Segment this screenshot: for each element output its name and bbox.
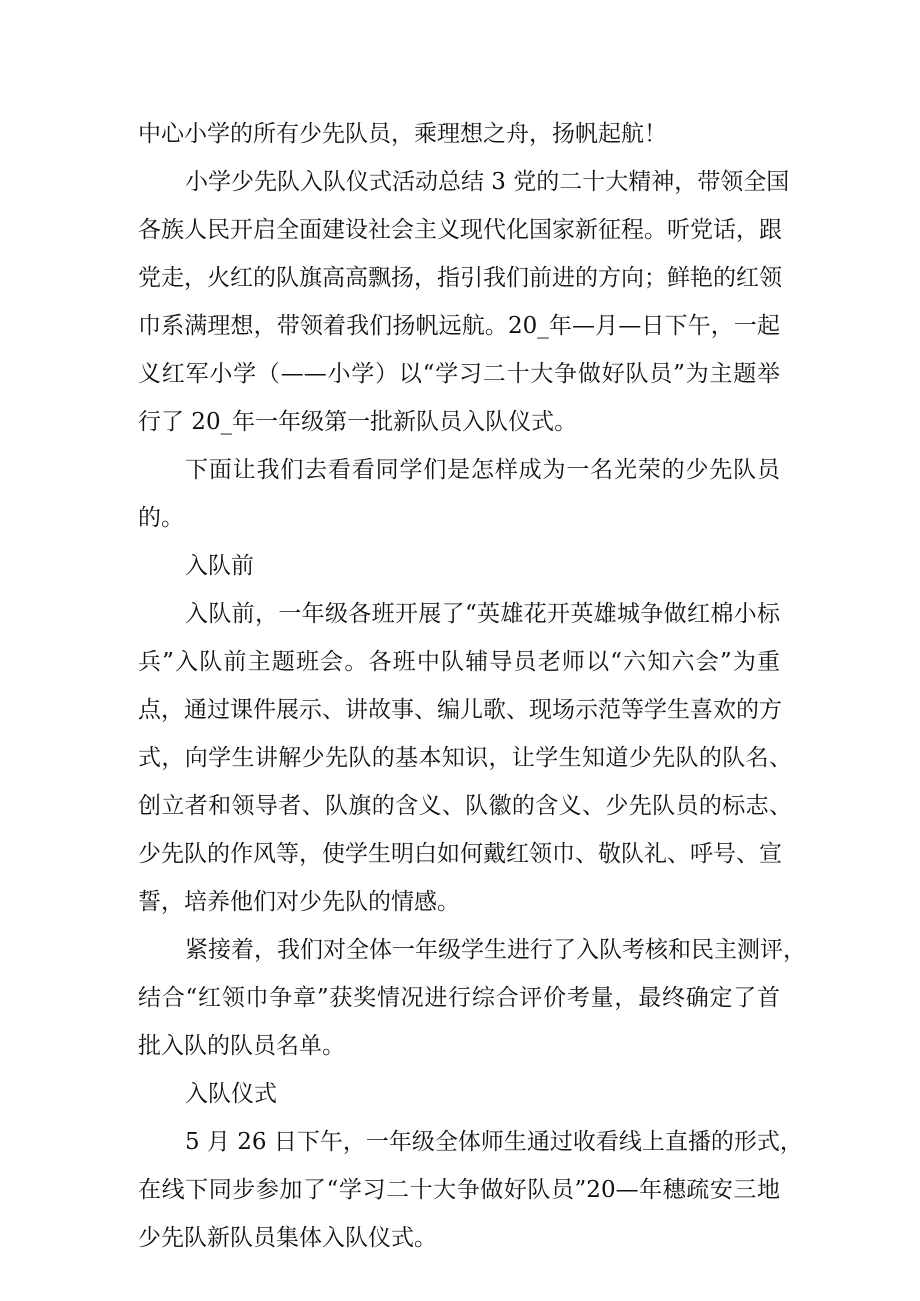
paragraph-first-line: 5 月 26 日下午，一年级全体师生通过收看线上直播的形式， (185, 1129, 803, 1155)
text-line: 党走，火红的队旗高高飘扬，指引我们前进的方向；鲜艳的红领 (138, 265, 782, 291)
paragraph-first-line: 紧接着，我们对全体一年级学生进行了入队考核和民主测评， (185, 937, 806, 963)
text-line: 的。 (138, 505, 184, 531)
text-line: 兵”入队前主题班会。各班中队辅导员老师以“六知六会”为重 (138, 649, 780, 675)
text-line: 义红军小学（——小学）以“学习二十大争做好队员”为主题举 (138, 361, 780, 387)
text-line: 式，向学生讲解少先队的基本知识，让学生知道少先队的队名、 (138, 745, 792, 771)
text-line: 誓，培养他们对少先队的情感。 (138, 889, 460, 915)
text-line: 在线下同步参加了“学习二十大争做好队员”20—年穗疏安三地 (138, 1177, 780, 1203)
text-line: 创立者和领导者、队旗的含义、队徽的含义、少先队员的标志、 (138, 793, 792, 819)
text-line: 少先队新队员集体入队仪式。 (138, 1225, 437, 1251)
text-line: 结合“红领巾争章”获奖情况进行综合评价考量，最终确定了首 (138, 985, 780, 1011)
text-line: 批入队的队员名单。 (138, 1033, 345, 1059)
section-heading: 入队仪式 (185, 1081, 277, 1107)
text-line: 巾系满理想，带领着我们扬帆远航。20_年—月—日下午，一起 (138, 313, 780, 339)
paragraph-first-line: 下面让我们去看看同学们是怎样成为一名光荣的少先队员 (185, 457, 780, 483)
section-heading: 入队前 (185, 553, 254, 579)
text-line: 中心小学的所有少先队员，乘理想之舟，扬帆起航！ (138, 121, 667, 147)
text-line: 少先队的作风等，使学生明白如何戴红领巾、敬队礼、呼号、宣 (138, 841, 782, 867)
text-line: 行了 20_年一年级第一批新队员入队仪式。 (138, 409, 578, 435)
paragraph-first-line: 小学少先队入队仪式活动总结 3 党的二十大精神，带领全国 (185, 169, 790, 195)
text-line: 各族人民开启全面建设社会主义现代化国家新征程。听党话，跟 (138, 217, 782, 243)
paragraph-first-line: 入队前，一年级各班开展了“英雄花开英雄城争做红棉小标 (185, 601, 780, 627)
text-line: 点，通过课件展示、讲故事、编儿歌、现场示范等学生喜欢的方 (138, 697, 782, 723)
